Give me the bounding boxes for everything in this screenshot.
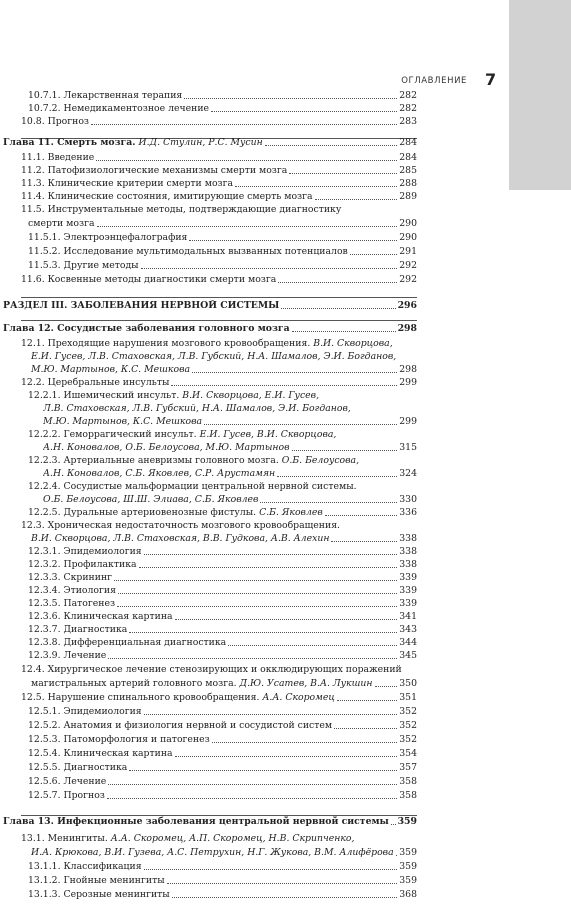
toc-entry: [28, 260, 417, 272]
dot-leader: [391, 816, 396, 825]
toc-entry-page: 338: [399, 533, 417, 544]
toc-entry-page: 339: [399, 598, 417, 609]
toc-entry-title: [28, 90, 182, 102]
toc-entry: [31, 847, 417, 859]
toc-entry-page: 368: [399, 889, 417, 900]
toc-entry: [28, 776, 417, 788]
toc-entry: [28, 875, 417, 887]
toc-entry-page: 330: [399, 494, 417, 505]
dot-leader: [315, 191, 398, 200]
toc-entry-text: 12.3.8. Дифференциальная диагностика: [28, 637, 227, 648]
toc-entry-authors: О.Б. Белоусова,: [278, 455, 360, 466]
toc-entry: [3, 300, 417, 312]
toc-entry: [21, 191, 417, 203]
toc-entry-text: смерти мозга: [28, 218, 95, 229]
dot-leader: [167, 875, 398, 884]
dot-leader: [108, 650, 397, 659]
toc-entry-text: 11.4. Клинические состояния, имитирующие смерть мозга: [21, 191, 313, 202]
toc-entry-page: 288: [399, 178, 417, 189]
toc-entry: [43, 494, 417, 506]
toc-entry-authors: Д.Ю. Усатев, В.А. Лукшин: [236, 678, 373, 689]
toc-entry-heading: РАЗДЕЛ III. ЗАБОЛЕВАНИЯ НЕРВНОЙ СИСТЕМЫ: [3, 300, 280, 311]
toc-entry-authors: О.Б. Белоусова, Ш.Ш. Элиава, С.Б. Яковлев: [43, 494, 259, 505]
toc-entry-page: 344: [399, 637, 417, 648]
toc-entry: [28, 748, 417, 760]
toc-entry-title: [43, 403, 351, 415]
toc-entry-text: 11.3. Клинические критерии смерти мозга: [21, 178, 234, 189]
toc-entry-page: 289: [399, 191, 417, 202]
toc-entry: [28, 762, 417, 774]
dot-leader: [292, 442, 398, 451]
toc-entry-text: 12.2.5. Дуральные артериовенозные фистулы.: [28, 507, 257, 518]
toc-entry-page: 358: [399, 776, 417, 787]
toc-entry: [31, 364, 417, 376]
toc-entry-title: [28, 624, 127, 636]
toc-entry: [21, 520, 417, 532]
dot-leader: [91, 116, 397, 125]
toc-entry-page: 358: [399, 790, 417, 801]
toc-entry-authors: Л.В. Стаховская, Л.В. Губский, Н.А. Шамалов, Э.И. Богданов,: [43, 403, 351, 414]
toc-entry-title: [21, 833, 354, 845]
separator-rule: [21, 320, 417, 321]
toc-entry-title: [31, 678, 373, 690]
toc-entry-title: [21, 116, 89, 128]
toc-entry-page: 298: [397, 323, 417, 334]
toc-entry-title: [21, 165, 287, 177]
toc-entry-authors: А.А. Скоромец: [259, 692, 335, 703]
toc-entry-title: [28, 246, 348, 258]
toc-entry-page: 282: [399, 103, 417, 114]
toc-entry-title: [21, 191, 313, 203]
toc-entry-title: [28, 748, 173, 760]
toc-entry-title: [28, 507, 323, 519]
toc-entry-text: 11.5.1. Электроэнцефалография: [28, 232, 188, 243]
toc-entry-title: [43, 442, 290, 454]
toc-entry-text: 12.1. Преходящие нарушения мозгового кровообращения.: [21, 338, 311, 349]
toc-entry-title: [28, 650, 106, 662]
dot-leader: [192, 364, 397, 373]
toc-entry: [28, 390, 417, 402]
toc-entry-page: 336: [399, 507, 417, 518]
toc-entry: [28, 232, 417, 244]
toc-entry-page: 354: [399, 748, 417, 759]
toc-entry-title: [28, 611, 173, 623]
toc-entry-title: [28, 429, 336, 441]
toc-entry: [21, 274, 417, 286]
toc-entry-title: [28, 776, 106, 788]
toc-entry: [28, 889, 417, 901]
dot-leader: [117, 598, 397, 607]
toc-entry: [21, 116, 417, 128]
toc-entry-title: [28, 585, 116, 597]
toc-entry-authors: В.И. Скворцова, Е.И. Гусев,: [179, 390, 320, 401]
toc-entry-page: 339: [399, 585, 417, 596]
toc-entry: [28, 559, 417, 571]
toc-entry-text: 12.2.1. Ишемический инсульт.: [28, 390, 180, 401]
toc-entry-title: [43, 416, 202, 428]
toc-entry-title: [28, 637, 226, 649]
dot-leader: [139, 559, 398, 568]
toc-entry-title: [28, 481, 357, 493]
toc-entry: [43, 403, 417, 415]
dot-leader: [184, 90, 397, 99]
toc-entry-text: 13.1.1. Классификация: [28, 861, 142, 872]
toc-entry-text: 12.3.5. Патогенез: [28, 598, 116, 609]
dot-leader: [175, 611, 398, 620]
dot-leader: [97, 218, 398, 227]
toc-entry-page: 283: [399, 116, 417, 127]
running-header: ОГЛАВЛЕНИЕ: [401, 76, 467, 86]
toc-entry: [31, 533, 417, 545]
toc-entry: [21, 664, 417, 676]
toc-entry-title: [28, 790, 105, 802]
toc-entry-title: [28, 720, 332, 732]
toc-entry-title: [28, 260, 139, 272]
toc-entry-text: 13.1.2. Гнойные менингиты: [28, 875, 165, 886]
toc-entry-page: 343: [399, 624, 417, 635]
dot-leader: [292, 323, 396, 332]
toc-entry-authors: Е.И. Гусев, В.И. Скворцова,: [196, 429, 337, 440]
toc-entry: [21, 178, 417, 190]
toc-entry-page: 298: [399, 364, 417, 375]
dot-leader: [129, 624, 397, 633]
toc-entry-text: 12.5.1. Эпидемиология: [28, 706, 142, 717]
toc-entry-authors: С.Б. Яковлев: [256, 507, 323, 518]
toc-entry-page: 291: [399, 246, 417, 257]
toc-entry-title: [28, 762, 127, 774]
toc-entry-text: 10.8. Прогноз: [21, 116, 90, 127]
toc-entry: [28, 572, 417, 584]
toc-entry: [21, 692, 417, 704]
toc-entry-title: [28, 598, 115, 610]
dot-leader: [278, 274, 397, 283]
toc-entry-page: 359: [399, 875, 417, 886]
toc-entry-text: 12.2.3. Артериальные аневризмы головного мозга.: [28, 455, 279, 466]
toc-entry-page: 352: [399, 706, 417, 717]
dot-leader: [114, 572, 397, 581]
toc-entry-authors: А.Н. Коновалов, С.Б. Яковлев, С.Р. Арустамян: [43, 468, 276, 479]
toc-entry-page: 338: [399, 546, 417, 557]
toc-entry-text: 10.7.1. Лекарственная терапия: [28, 90, 183, 101]
toc-entry-page: 324: [399, 468, 417, 479]
toc-entry-title: [28, 232, 187, 244]
toc-entry: [31, 351, 417, 363]
toc-entry: [21, 165, 417, 177]
toc-entry-text: 12.5. Нарушение спинального кровообращения.: [21, 692, 260, 703]
toc-entry: [43, 468, 417, 480]
toc-entry-heading: Глава 13. Инфекционные заболевания центральной нервной системы: [3, 816, 389, 827]
toc-entry-title: [21, 338, 393, 350]
dot-leader: [108, 776, 397, 785]
dot-leader: [281, 300, 395, 309]
toc-entry: [28, 650, 417, 662]
toc-entry: [28, 103, 417, 115]
toc-entry-title: [21, 178, 233, 190]
toc-entry-page: 290: [399, 232, 417, 243]
toc-entry: [28, 790, 417, 802]
toc-entry-page: 352: [399, 720, 417, 731]
toc-entry-text: 12.3.7. Диагностика: [28, 624, 128, 635]
dot-leader: [141, 260, 398, 269]
toc-entry-page: 285: [399, 165, 417, 176]
toc-entry: [28, 90, 417, 102]
dot-leader: [107, 790, 397, 799]
toc-entry-page: 296: [397, 300, 417, 311]
toc-entry-authors: В.И. Скворцова,: [310, 338, 393, 349]
toc-entry-authors: А.Н. Коновалов, О.Б. Белоусова, М.Ю. Мартынов: [43, 442, 290, 453]
toc-entry: [28, 218, 417, 230]
toc-entry-page: 339: [399, 572, 417, 583]
toc-entry-page: 352: [399, 734, 417, 745]
toc-entry-page: 284: [399, 152, 417, 163]
toc-entry-heading: Глава 11. Смерть мозга.: [3, 137, 136, 148]
dot-leader: [212, 734, 398, 743]
toc-entry-title: [21, 377, 169, 389]
toc-entry-text: 11.5.3. Другие методы: [28, 260, 139, 271]
dot-leader: [144, 546, 398, 555]
toc-entry: [21, 338, 417, 350]
toc-entry: [28, 637, 417, 649]
toc-entry-title: [31, 533, 329, 545]
toc-entry: [28, 861, 417, 873]
separator-rule: [21, 297, 417, 298]
toc-entry: [3, 137, 417, 149]
toc-entry-title: [28, 546, 142, 558]
dot-leader: [375, 678, 398, 687]
toc-entry-title: [3, 816, 389, 828]
toc-entry-text: 11.5. Инструментальные методы, подтверждающие диагностику: [21, 204, 342, 215]
toc-entry-page: 299: [399, 377, 417, 388]
toc-entry-page: 290: [399, 218, 417, 229]
toc-entry: [28, 585, 417, 597]
toc-entry-title: [31, 351, 396, 363]
toc-entry-text: 11.2. Патофизиологические механизмы смерти мозга: [21, 165, 288, 176]
toc-entry-text: 12.3.4. Этиология: [28, 585, 116, 596]
toc-entry-title: [28, 103, 209, 115]
toc-entry-page: 359: [399, 847, 417, 858]
toc-entry-text: 12.4. Хирургическое лечение стенозирующих и окклюдирующих поражений: [21, 664, 402, 675]
toc-entry: [21, 833, 417, 845]
dot-leader: [204, 416, 397, 425]
toc-entry-page: 284: [399, 137, 417, 148]
toc-entry: [28, 624, 417, 636]
toc-entry-page: 345: [399, 650, 417, 661]
dot-leader: [228, 637, 397, 646]
dot-leader: [277, 468, 397, 477]
dot-leader: [172, 889, 398, 898]
toc-entry-title: [21, 152, 94, 164]
toc-entry-page: 282: [399, 90, 417, 101]
toc-entry-text: 11.1. Введение: [21, 152, 95, 163]
toc-entry-title: [21, 664, 402, 676]
toc-entry-title: [28, 734, 210, 746]
toc-entry-title: [28, 861, 142, 873]
toc-entry: [43, 416, 417, 428]
dot-leader: [129, 762, 397, 771]
toc-entry-page: 357: [399, 762, 417, 773]
toc-entry-page: 292: [399, 274, 417, 285]
dot-leader: [144, 706, 398, 715]
dot-leader: [331, 533, 397, 542]
toc-entry: [43, 442, 417, 454]
toc-entry: [21, 377, 417, 389]
toc-entry-text: 11.6. Косвенные методы диагностики смерти мозга: [21, 274, 277, 285]
toc-entry-title: [28, 390, 319, 402]
toc-entry-text: 12.3.2. Профилактика: [28, 559, 137, 570]
dot-leader: [235, 178, 397, 187]
chapter-thumb-tab: [509, 0, 571, 190]
toc-entry: [28, 611, 417, 623]
toc-entry: [28, 546, 417, 558]
toc-entry-title: [3, 300, 279, 312]
toc-entry: [21, 152, 417, 164]
dot-leader: [96, 152, 397, 161]
toc-entry-text: 12.3.9. Лечение: [28, 650, 107, 661]
toc-entry-text: 12.5.6. Лечение: [28, 776, 107, 787]
toc-entry-text: 12.3.6. Клиническая картина: [28, 611, 173, 622]
toc-entry-text: 12.5.5. Диагностика: [28, 762, 128, 773]
dot-leader: [334, 720, 397, 729]
page-number: 7: [485, 70, 497, 89]
toc-entry-title: [21, 274, 276, 286]
toc-entry-title: [31, 847, 394, 859]
toc-entry-title: [21, 520, 340, 532]
toc-entry-page: 359: [399, 861, 417, 872]
toc-entry-title: [28, 218, 95, 230]
toc-entry-text: 12.2. Церебральные инсульты: [21, 377, 170, 388]
toc-entry-text: 12.3. Хроническая недостаточность мозгового кровообращения.: [21, 520, 341, 531]
toc-entry-text: 13.1. Менингиты.: [21, 833, 108, 844]
toc-entry-page: 338: [399, 559, 417, 570]
toc-entry: [28, 598, 417, 610]
toc-entry-title: [28, 889, 170, 901]
toc-entry: [3, 323, 417, 335]
toc-entry-title: [28, 572, 112, 584]
toc-entry: [28, 507, 417, 519]
toc-entry-title: [3, 137, 263, 149]
toc-entry: [28, 455, 417, 467]
toc-entry-authors: А.А. Скоромец, А.П. Скоромец, Н.В. Скрипченко,: [107, 833, 355, 844]
dot-leader: [265, 137, 398, 146]
toc-entry-title: [43, 468, 275, 480]
toc-entry-text: 11.5.2. Исследование мультимодальных вызванных потенциалов: [28, 246, 348, 257]
toc-entry-page: 341: [399, 611, 417, 622]
toc-entry-authors: И.Д. Стулин, Р.С. Мусин: [135, 137, 263, 148]
toc-entry-text: 12.5.7. Прогноз: [28, 790, 105, 801]
dot-leader: [175, 748, 398, 757]
dot-leader: [118, 585, 397, 594]
dot-leader: [144, 861, 398, 870]
toc-entry: [28, 429, 417, 441]
toc-entry-text: магистральных артерий головного мозга.: [31, 678, 237, 689]
toc-entry-text: 12.5.3. Патоморфология и патогенез: [28, 734, 210, 745]
toc-entry: [28, 246, 417, 258]
toc-entry-text: 13.1.3. Серозные менингиты: [28, 889, 170, 900]
dot-leader: [189, 232, 397, 241]
toc-entry-text: 12.3.1. Эпидемиология: [28, 546, 142, 557]
toc-entry-title: [31, 364, 190, 376]
toc-entry-title: [28, 455, 359, 467]
toc-entry-text: 12.2.2. Геморрагический инсульт.: [28, 429, 197, 440]
toc-entry-page: 359: [397, 816, 417, 827]
toc-entry-authors: И.А. Крюкова, В.И. Гузева, А.С. Петрухин, Н.Г. Жукова, В.М. Алифёрова: [31, 847, 394, 858]
toc-entry-authors: М.Ю. Мартынов, К.С. Мешкова: [43, 416, 203, 427]
toc-entry-title: [43, 494, 258, 506]
toc-entry-page: 292: [399, 260, 417, 271]
toc-entry: [28, 734, 417, 746]
toc-entry-title: [28, 875, 165, 887]
toc-entry: [21, 204, 417, 216]
toc-entry: [31, 678, 417, 690]
toc-entry-text: 10.7.2. Немедикаментозное лечение: [28, 103, 210, 114]
toc-entry: [28, 706, 417, 718]
toc-entry-text: 12.5.2. Анатомия и физиология нервной и сосудистой систем: [28, 720, 333, 731]
toc-entry-heading: Глава 12. Сосудистые заболевания головного мозга: [3, 323, 290, 334]
toc-entry-authors: В.И. Скворцова, Л.В. Стаховская, В.В. Гудкова, А.В. Алехин: [31, 533, 330, 544]
toc-entry-title: [3, 323, 290, 335]
dot-leader: [325, 507, 397, 516]
toc-entry-text: 12.3.3. Скрининг: [28, 572, 113, 583]
toc-entry-page: 299: [399, 416, 417, 427]
toc-entry-authors: Е.И. Гусев, Л.В. Стаховская, Л.В. Губский, Н.А. Шамалов, Э.И. Богданов,: [31, 351, 397, 362]
dot-leader: [337, 692, 397, 701]
toc-entry: [28, 720, 417, 732]
toc-entry-text: 12.2.4. Сосудистые мальформации центральной нервной системы.: [28, 481, 357, 492]
dot-leader: [211, 103, 397, 112]
toc-entry-title: [28, 559, 137, 571]
toc-entry-page: 315: [399, 442, 417, 453]
dot-leader: [289, 165, 397, 174]
toc-entry-authors: М.Ю. Мартынов, К.С. Мешкова: [31, 364, 191, 375]
toc-entry: [28, 481, 417, 493]
toc-entry-text: 12.5.4. Клиническая картина: [28, 748, 173, 759]
toc-entry-title: [21, 692, 335, 704]
dot-leader: [260, 494, 397, 503]
dot-leader: [350, 246, 397, 255]
toc-entry-title: [28, 706, 142, 718]
dot-leader: [396, 847, 398, 856]
toc-entry: [3, 816, 417, 828]
toc-entry-page: 351: [399, 692, 417, 703]
toc-entry-title: [21, 204, 341, 216]
dot-leader: [171, 377, 397, 386]
toc-entry-page: 350: [399, 678, 417, 689]
